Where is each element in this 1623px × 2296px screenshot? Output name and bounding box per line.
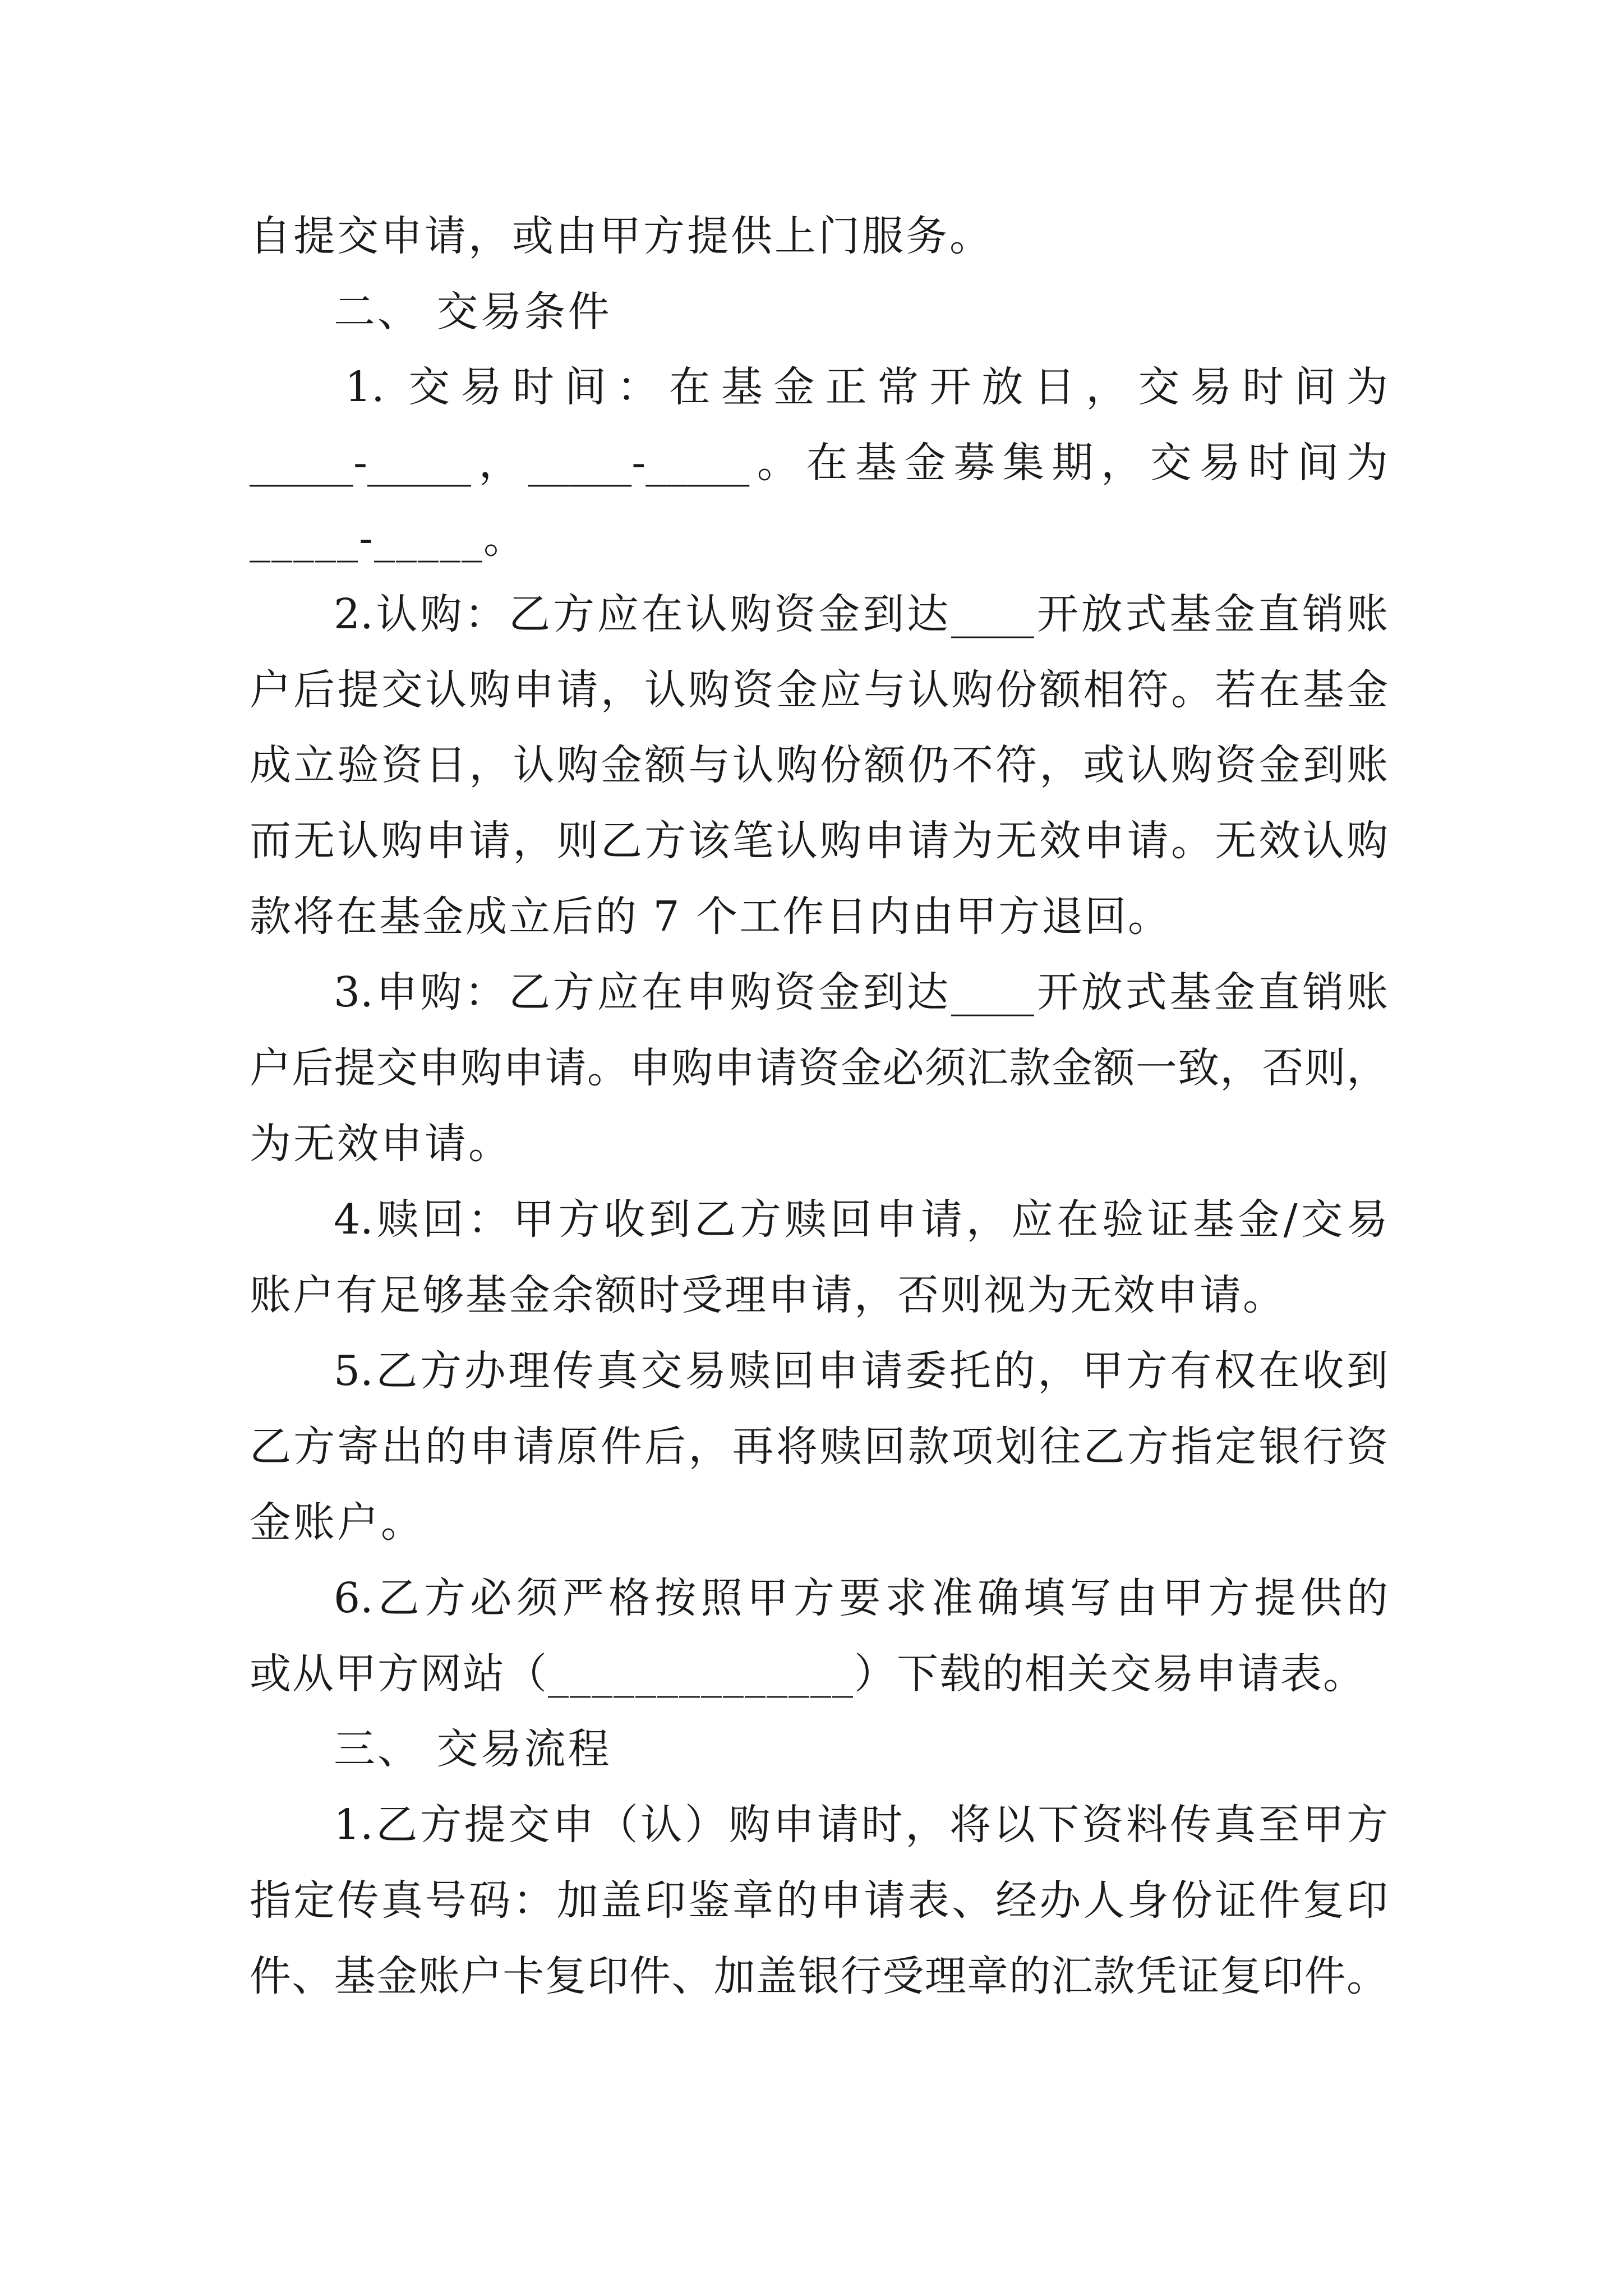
text-line: 指定传真号码：加盖印鉴章的申请表、经办人身份证件复印 bbox=[250, 1876, 1388, 1925]
text-line: 为无效申请。 bbox=[250, 1120, 512, 1168]
text-line: 4.赎回：甲方收到乙方赎回申请，应在验证基金/交易 bbox=[334, 1195, 1388, 1244]
text-line: 户后提交申购申请。申购申请资金必须汇款金额一致，否则， bbox=[250, 1044, 1388, 1092]
section-heading: 三、 交易流程 bbox=[334, 1725, 612, 1773]
text-line: 户后提交认购申请，认购资金应与认购份额相符。若在基金 bbox=[250, 666, 1388, 714]
text-line: 成立验资日，认购金额与认购份额仍不符，或认购资金到账 bbox=[250, 741, 1388, 789]
text-line: 而无认购申请，则乙方该笔认购申请为无效申请。无效认购 bbox=[250, 817, 1388, 865]
text-line: 1. 交易时间：在基金正常开放日，交易时间为 bbox=[345, 363, 1388, 411]
text-line: 件、基金账户卡复印件、加盖银行受理章的汇款凭证复印件。 bbox=[250, 1952, 1388, 2000]
text-line: 或从甲方网站（______________）下载的相关交易申请表。 bbox=[250, 1650, 1366, 1698]
text-line: 5.乙方办理传真交易赎回申请委托的，甲方有权在收到 bbox=[334, 1347, 1388, 1395]
text-line: 款将在基金成立后的 7 个工作日内由甲方退回。 bbox=[250, 892, 1172, 941]
text-line: 6.乙方必须严格按照甲方要求准确填写由甲方提供的 bbox=[334, 1574, 1388, 1622]
text-line: 自提交申请，或由甲方提供上门服务。 bbox=[250, 212, 993, 260]
section-heading: 二、 交易条件 bbox=[334, 288, 612, 336]
text-line: 3.申购：乙方应在申购资金到达____开放式基金直销账 bbox=[334, 968, 1388, 1016]
text-line: _____-_____。 bbox=[250, 514, 527, 563]
text-line: 账户有足够基金余额时受理申请，否则视为无效申请。 bbox=[250, 1271, 1286, 1319]
text-line: _____-_____，_____-_____。在基金募集期，交易时间为 bbox=[250, 439, 1388, 487]
text-line: 2.认购：乙方应在认购资金到达____开放式基金直销账 bbox=[334, 590, 1388, 638]
text-line: 乙方寄出的申请原件后，再将赎回款项划往乙方指定银行资 bbox=[250, 1423, 1388, 1471]
text-line: 金账户。 bbox=[250, 1498, 425, 1547]
text-line: 1.乙方提交申（认）购申请时，将以下资料传真至甲方 bbox=[334, 1801, 1388, 1849]
